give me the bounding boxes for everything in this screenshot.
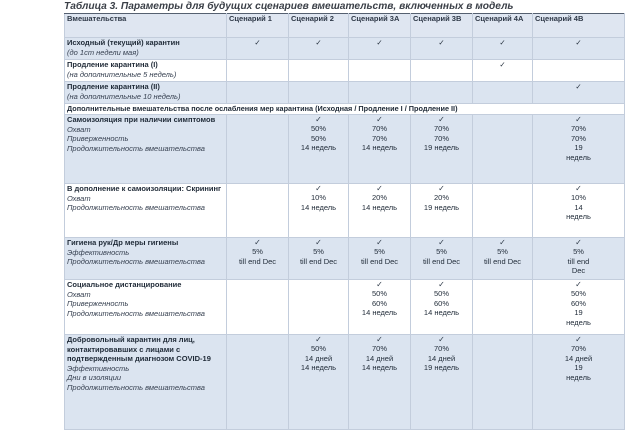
value-cell — [473, 115, 533, 184]
check-cell: ✓ — [411, 38, 473, 60]
row-title: Продление карантина (II) — [67, 82, 160, 91]
check-mark: ✓ — [315, 238, 322, 247]
check-mark: ✓ — [575, 184, 582, 193]
param-label: Продолжительность вмешательства — [67, 257, 205, 267]
value-cell — [533, 335, 625, 430]
value-text: till end Dec — [483, 256, 522, 266]
value-text: 19 недель — [423, 202, 460, 212]
value-text: 14 недель — [300, 363, 337, 373]
value-cell — [349, 184, 411, 238]
value-text: 14 недель — [300, 143, 337, 153]
value-text: 14 недель — [361, 143, 398, 153]
row-contact-quarantine — [65, 335, 625, 430]
value-cell — [411, 335, 473, 430]
value-text: till end — [567, 256, 590, 266]
value-cell — [473, 238, 533, 280]
check-cell: ✓ — [473, 60, 533, 82]
check-cell — [473, 82, 533, 104]
check-cell — [411, 60, 473, 82]
scenario-parameters-table — [64, 13, 625, 430]
row-title: В дополнение к самоизоляции: Скрининг — [67, 184, 222, 193]
check-cell: ✓ — [473, 38, 533, 60]
value-text: 50% — [570, 289, 586, 298]
check-mark: ✓ — [575, 280, 582, 289]
row-label — [65, 238, 227, 280]
value-text: 5% — [374, 247, 385, 256]
row-extension-1 — [65, 60, 625, 82]
row-subtitle: (на дополнительные 5 недель) — [67, 69, 177, 79]
value-cell — [349, 335, 411, 430]
check-mark: ✓ — [376, 238, 383, 247]
row-hygiene — [65, 238, 625, 280]
row-title: Гигиена рук/Др меры гигиены — [67, 238, 179, 247]
value-text: 70% — [371, 124, 387, 133]
value-text: 14 дней — [304, 353, 333, 363]
row-social-distancing — [65, 280, 625, 335]
value-text: Dec — [571, 266, 586, 276]
value-cell — [227, 280, 289, 335]
value-cell — [473, 335, 533, 430]
value-text: 70% — [570, 344, 586, 353]
value-text: 70% — [433, 133, 449, 143]
section-title: Дополнительные вмешательства после ослабления мер карантина (Исходная / Продление I / Продление II) — [65, 104, 625, 115]
check-mark: ✓ — [438, 238, 445, 247]
value-text: 14 недель — [361, 363, 398, 373]
value-text: till end Dec — [422, 256, 461, 266]
check-mark: ✓ — [376, 184, 383, 193]
row-label — [65, 60, 227, 82]
param-label: Продолжительность вмешательства — [67, 382, 205, 392]
value-text: 60% — [433, 298, 449, 308]
value-cell — [289, 280, 349, 335]
value-cell — [411, 184, 473, 238]
check-cell: ✓ — [349, 38, 411, 60]
value-text: 19 — [574, 308, 583, 318]
table-caption: Таблица 3. Параметры для будущих сценариев вмешательств, включенных в модель — [64, 1, 514, 12]
value-text: 14 дней — [365, 353, 394, 363]
check-mark: ✓ — [376, 115, 383, 124]
value-cell — [349, 238, 411, 280]
param-label: Охват — [67, 193, 91, 203]
value-text: 70% — [371, 133, 387, 143]
check-mark: ✓ — [254, 238, 261, 247]
header-scenario-3a: Сценарий 3А — [349, 14, 411, 38]
value-text: 19 недель — [423, 363, 460, 373]
value-text: 70% — [433, 124, 449, 133]
header-scenario-4b: Сценарий 4В — [533, 14, 625, 38]
value-cell — [349, 115, 411, 184]
row-label — [65, 280, 227, 335]
value-text: недель — [566, 212, 591, 222]
check-mark: ✓ — [315, 184, 322, 193]
row-label — [65, 115, 227, 184]
value-text: 50% — [310, 344, 326, 353]
value-text: 60% — [570, 298, 586, 308]
value-text: 14 дней — [427, 353, 456, 363]
value-cell — [473, 280, 533, 335]
check-mark: ✓ — [315, 115, 322, 124]
value-text: 5% — [313, 247, 324, 256]
check-mark: ✓ — [575, 115, 582, 124]
value-cell — [227, 115, 289, 184]
value-text: 20% — [433, 193, 449, 202]
value-text: 19 — [574, 143, 583, 153]
check-mark: ✓ — [575, 335, 582, 344]
row-title: Добровольный карантин для лиц, контактировавших с лицами с подтвержденным диагнозом COVID-19 — [67, 335, 211, 364]
row-title: Социальное дистанцирование — [67, 280, 182, 289]
value-text: 19 — [574, 363, 583, 373]
value-text: недель — [566, 372, 591, 382]
value-text: 5% — [573, 247, 584, 256]
check-mark: ✓ — [376, 280, 383, 289]
value-text: 60% — [371, 298, 387, 308]
check-cell: ✓ — [289, 38, 349, 60]
row-baseline-quarantine — [65, 38, 625, 60]
value-text: 19 недель — [423, 143, 460, 153]
value-text: 5% — [497, 247, 508, 256]
row-title: Продление карантина (I) — [67, 60, 158, 69]
value-cell — [411, 238, 473, 280]
value-text: 14 недель — [361, 202, 398, 212]
param-label: Охват — [67, 289, 91, 299]
value-text: недель — [566, 317, 591, 327]
value-text: 5% — [436, 247, 447, 256]
check-mark: ✓ — [315, 335, 322, 344]
check-mark: ✓ — [376, 335, 383, 344]
check-mark: ✓ — [438, 115, 445, 124]
check-mark: ✓ — [575, 238, 582, 247]
value-text: 50% — [310, 124, 326, 133]
value-cell — [473, 184, 533, 238]
value-text: 14 — [574, 202, 583, 212]
value-cell — [289, 184, 349, 238]
value-text: недель — [566, 152, 591, 162]
header-scenario-3b: Сценарий 3В — [411, 14, 473, 38]
value-text: 14 дней — [564, 353, 593, 363]
param-label: Эффективность — [67, 363, 130, 373]
value-text: till end Dec — [238, 256, 277, 266]
value-cell — [349, 280, 411, 335]
check-cell: ✓ — [533, 82, 625, 104]
header-scenario-2: Сценарий 2 — [289, 14, 349, 38]
check-cell: ✓ — [533, 38, 625, 60]
value-cell — [533, 238, 625, 280]
row-label — [65, 335, 227, 430]
value-text: till end Dec — [299, 256, 338, 266]
value-text: 14 недель — [300, 202, 337, 212]
value-text: 50% — [371, 289, 387, 298]
param-label: Охват — [67, 124, 91, 134]
param-label: Продолжительность вмешательства — [67, 203, 205, 213]
row-self-isolation — [65, 115, 625, 184]
check-mark: ✓ — [499, 238, 506, 247]
value-cell — [289, 238, 349, 280]
row-subtitle: (до 1ст недели мая) — [67, 47, 139, 57]
value-text: 50% — [310, 133, 326, 143]
check-cell — [289, 82, 349, 104]
row-title: Самоизоляция при наличии симптомов — [67, 115, 216, 124]
value-text: 10% — [310, 193, 326, 202]
header-interventions: Вмешательства — [65, 14, 227, 38]
param-label: Продолжительность вмешательства — [67, 308, 205, 318]
header-scenario-1: Сценарий 1 — [227, 14, 289, 38]
value-text: 70% — [433, 344, 449, 353]
row-subtitle: (на дополнительные 10 недель) — [67, 91, 181, 101]
param-label: Эффективность — [67, 247, 130, 257]
param-label: Приверженность — [67, 299, 129, 309]
param-label: Приверженность — [67, 134, 129, 144]
check-mark: ✓ — [438, 184, 445, 193]
row-label — [65, 184, 227, 238]
row-extension-2 — [65, 82, 625, 104]
value-text: 5% — [252, 247, 263, 256]
header-row — [65, 14, 625, 38]
row-label — [65, 82, 227, 104]
value-text: 70% — [570, 133, 586, 143]
check-cell — [349, 60, 411, 82]
value-cell — [289, 115, 349, 184]
value-cell — [289, 335, 349, 430]
header-scenario-4a: Сценарий 4А — [473, 14, 533, 38]
value-cell — [411, 115, 473, 184]
check-cell — [289, 60, 349, 82]
param-label: Дни в изоляции — [67, 373, 122, 383]
value-cell — [411, 280, 473, 335]
value-cell — [533, 280, 625, 335]
param-label: Продолжительность вмешательства — [67, 143, 205, 153]
value-cell — [227, 184, 289, 238]
value-cell — [533, 115, 625, 184]
value-text: 70% — [371, 344, 387, 353]
check-mark: ✓ — [438, 280, 445, 289]
row-title: Исходный (текущий) карантин — [67, 38, 180, 47]
value-text: 70% — [570, 124, 586, 133]
check-cell — [227, 60, 289, 82]
value-text: 14 недель — [361, 308, 398, 318]
check-cell — [533, 60, 625, 82]
value-text: 50% — [433, 289, 449, 298]
row-screening — [65, 184, 625, 238]
value-cell — [533, 184, 625, 238]
check-cell: ✓ — [227, 38, 289, 60]
value-text: 10% — [570, 193, 586, 202]
section-header-row — [65, 104, 625, 115]
check-cell — [349, 82, 411, 104]
value-text: till end Dec — [360, 256, 399, 266]
value-text: 20% — [371, 193, 387, 202]
row-label — [65, 38, 227, 60]
value-cell — [227, 238, 289, 280]
check-cell — [411, 82, 473, 104]
value-cell — [227, 335, 289, 430]
check-cell — [227, 82, 289, 104]
value-text: 14 недель — [423, 308, 460, 318]
check-mark: ✓ — [438, 335, 445, 344]
